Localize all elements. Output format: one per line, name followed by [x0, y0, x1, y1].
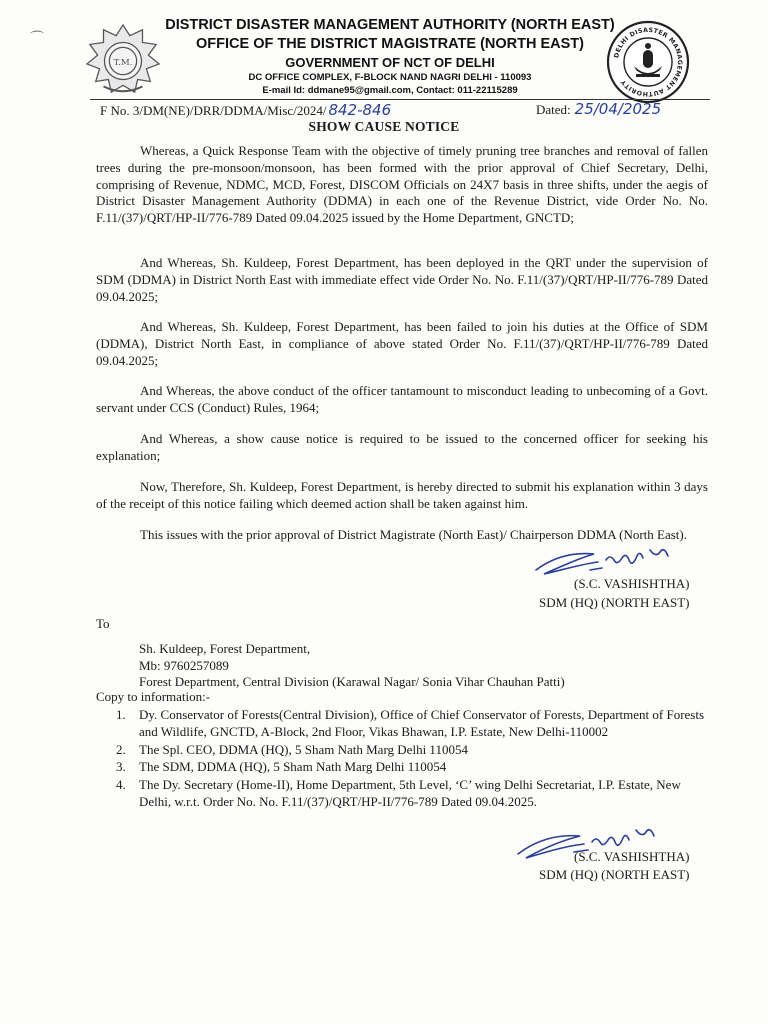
- list-item-number: 2.: [116, 741, 126, 757]
- contact-info: E-mail Id: ddmane95@gmail.com, Contact: 011-22115289: [262, 85, 518, 96]
- list-item-text: Dy. Conservator of Forests(Central Division), Office of Chief Conservator of Forests, Department of Forests and Wildlife, GNCTD, A-Block, 2nd Floor, Vikas Bhawan, I.P. Estate, New Delhi-110002: [139, 707, 705, 739]
- signatory-name-1: (S.C. VASHISHTHA): [574, 576, 690, 591]
- signature-1-icon: [532, 540, 712, 580]
- authority-name: DISTRICT DISASTER MANAGEMENT AUTHORITY (NORTH EAST): [165, 17, 615, 33]
- to-label: To: [96, 616, 110, 631]
- list-item-text: The Dy. Secretary (Home-II), Home Department, 5th Level, ‘C’ wing Delhi Secretariat, I.P. Estate, New Delhi, w.r.t. Order No. No. F.11/(37)/QRT/HP-II/776-789 Dated 09.04.2025.: [139, 777, 681, 809]
- corner-mark: ⌒: [30, 31, 44, 47]
- office-address: DC OFFICE COMPLEX, F-BLOCK NAND NAGRI DELHI - 110093: [248, 72, 532, 83]
- office-name: OFFICE OF THE DISTRICT MAGISTRATE (NORTH EAST): [196, 36, 584, 52]
- paragraph-7: This issues with the prior approval of District Magistrate (North East)/ Chairperson DDMA (North East).: [140, 527, 687, 542]
- signatory-name-2: (S.C. VASHISHTHA): [574, 849, 690, 864]
- addressee-line-2: Mb: 9760257089: [139, 658, 229, 673]
- signatory-designation-1: SDM (HQ) (NORTH EAST): [539, 595, 690, 610]
- signatory-designation-2: SDM (HQ) (NORTH EAST): [539, 867, 690, 882]
- file-number-text: F No. 3/DM(NE)/DRR/DDMA/Misc/2024/: [100, 103, 327, 118]
- ddma-seal-icon: [606, 20, 690, 104]
- list-item-text: The Spl. CEO, DDMA (HQ), 5 Sham Nath Marg Delhi 110054: [139, 741, 468, 757]
- copy-to-heading: Copy to information:-: [96, 689, 211, 704]
- list-item-number: 4.: [116, 777, 126, 793]
- paragraph-1: Whereas, a Quick Response Team with the objective of timely pruning tree branches and removal of fallen trees during the pre-monsoon/monsoon, has been formed with the prior approval of Chief Secretary, Delhi, comprising of Revenue, NDMC, MCD, Forest, DISCOM Officials on 24X7 basis in three shifts, under the aegis of District Disaster Management Authority (DDMA) in each one of the Revenue District, vide Order No. No. F.11/(37)/QRT/HP-II/776-789 Dated 09.04.2025 issued by the Home Department, GNCTD;: [96, 143, 708, 226]
- date-line: [536, 100, 661, 118]
- seal-text: DELHI DISASTER MANAGEMENT AUTHORITY: [613, 26, 684, 98]
- paragraph-3: And Whereas, Sh. Kuldeep, Forest Department, has been failed to join his duties at the Office of SDM (DDMA), District North East, in compliance of above stated Order No. F.11/(37)/QRT/HP-II/776-789 Dated 09.04.2025;: [96, 319, 708, 368]
- list-item-number: 1.: [116, 707, 126, 722]
- addressee-line-1: Sh. Kuldeep, Forest Department,: [139, 641, 311, 656]
- paragraph-5: And Whereas, a show cause notice is required to be issued to the concerned officer for seeking his explanation;: [96, 431, 708, 463]
- list-item: [96, 707, 708, 741]
- list-item-text: The SDM, DDMA (HQ), 5 Sham Nath Marg Delhi 110054: [139, 759, 447, 775]
- list-item: [96, 742, 708, 759]
- file-number: [100, 101, 391, 119]
- copy-to-list: [96, 707, 708, 812]
- dated-label: Dated:: [536, 102, 571, 117]
- addressee-line-3: Forest Department, Central Division (Karawal Nagar/ Sonia Vihar Chauhan Patti): [139, 674, 565, 689]
- list-item: [96, 777, 708, 811]
- emblem-text: T.M.: [113, 57, 133, 68]
- paragraph-6: Now, Therefore, Sh. Kuldeep, Forest Department, is hereby directed to submit his explanation within 3 days of the receipt of this notice failing which deemed action shall be taken against him.: [96, 479, 708, 511]
- paragraph-2: And Whereas, Sh. Kuldeep, Forest Department, has been deployed in the QRT under the supervision of SDM (DDMA) in District North East with immediate effect vide Order No. No. F.11/(37)/QRT/HP-II/776-789 Dated 09.04.2025;: [96, 255, 708, 304]
- notice-title: SHOW CAUSE NOTICE: [308, 119, 460, 134]
- list-item-number: 3.: [116, 759, 126, 775]
- list-item: [96, 759, 708, 776]
- paragraph-4: And Whereas, the above conduct of the officer tantamount to misconduct leading to unbecoming of a Govt. servant under CCS (Conduct) Rules, 1964;: [96, 383, 708, 415]
- file-number-handwritten: 842-846: [328, 101, 392, 119]
- government-name: GOVERNMENT OF NCT OF DELHI: [285, 55, 495, 70]
- dated-handwritten: 25/04/2025: [574, 100, 662, 118]
